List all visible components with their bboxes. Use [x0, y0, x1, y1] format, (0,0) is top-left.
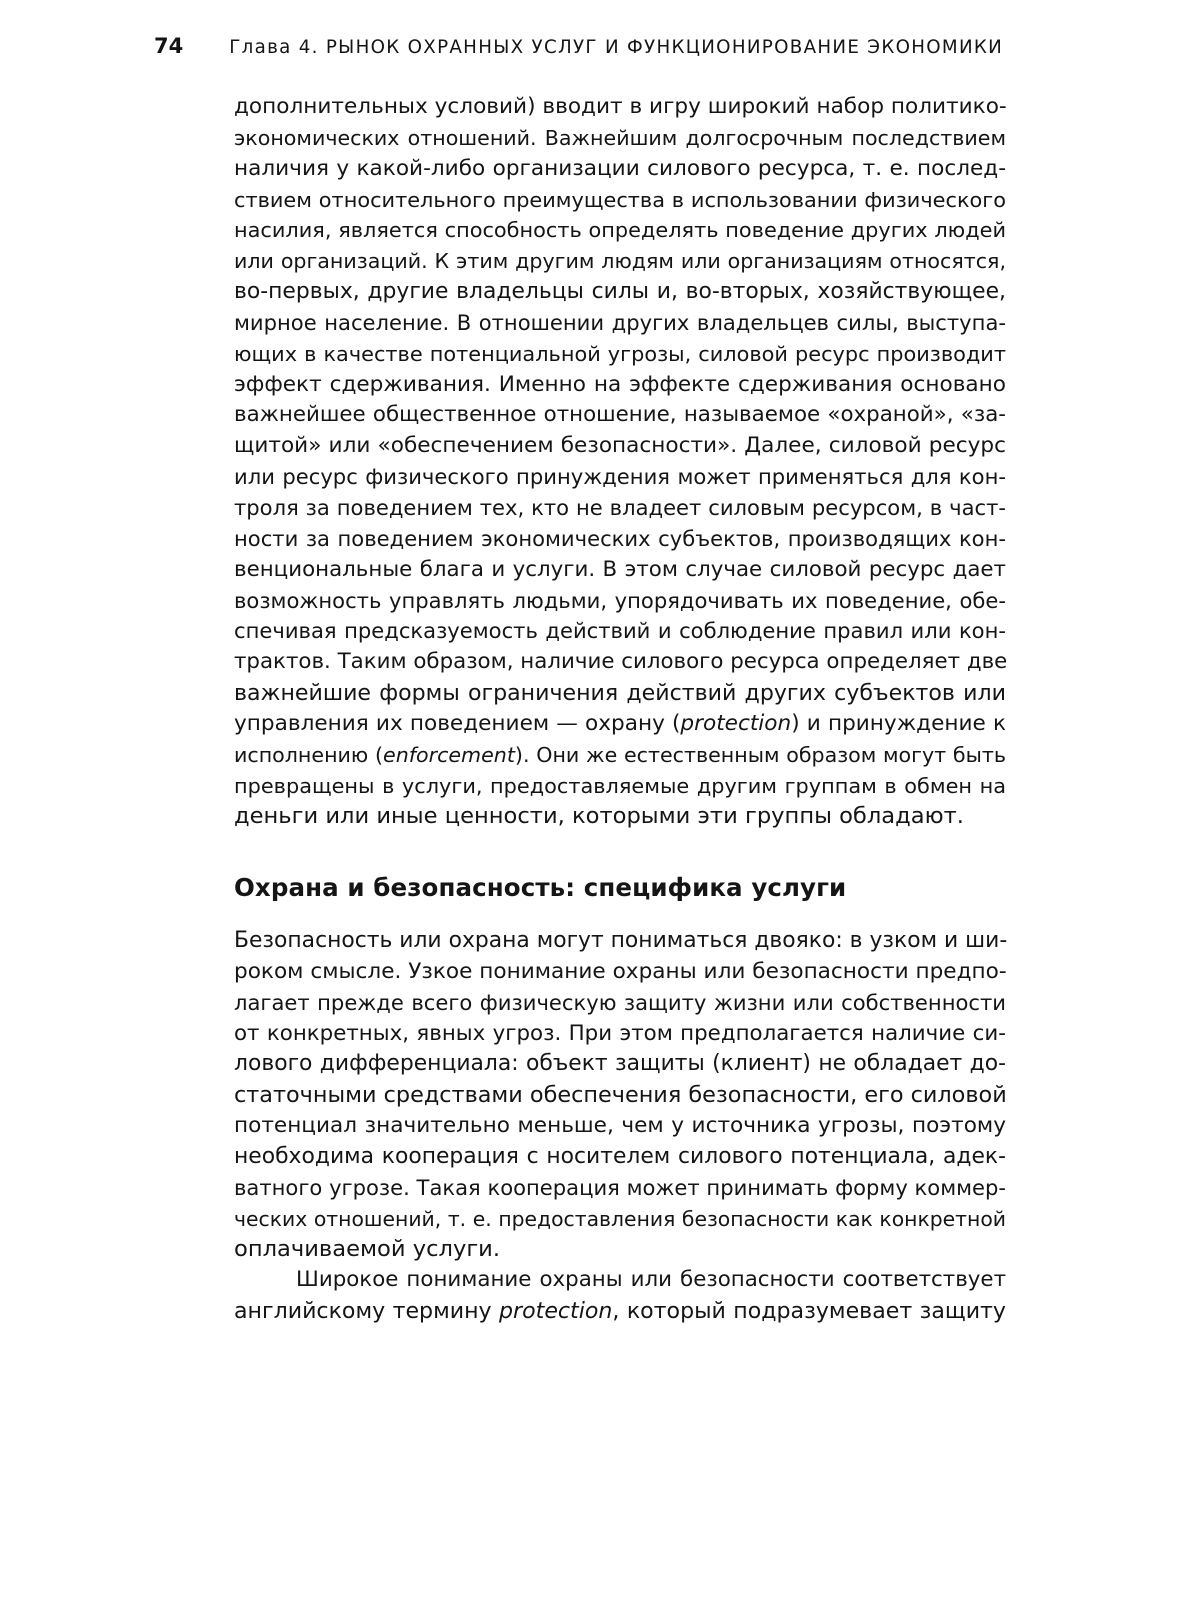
- text-line: венциональные блага и услуги. В этом случае силовой ресурс дает: [234, 556, 1006, 582]
- text-line: ватного угрозе. Такая кооперация может принимать форму коммер-: [234, 1174, 1006, 1200]
- text-line: от конкретных, явных угроз. При этом предполагается наличие си-: [234, 1020, 1006, 1046]
- text-run: , который подразумевает защиту: [612, 1298, 1007, 1325]
- text-run: исполнению (: [234, 742, 384, 767]
- text-line: или организаций. К этим другим людям или организациям относятся,: [234, 249, 1006, 274]
- text-line: деньги или иные ценности, которыми эти группы обладают.: [234, 803, 964, 830]
- italic-term-protection: protection: [499, 1298, 613, 1325]
- text-line: или ресурс физического принуждения может применяться для кон-: [234, 464, 1006, 490]
- text-line: спечивая предсказуемость действий и соблюдение правил или кон-: [234, 618, 1006, 644]
- text-line: роком смысле. Узкое понимание охраны или безопасности предпо-: [234, 958, 1007, 984]
- text-line: ности за поведением экономических субъектов, производящих кон-: [234, 525, 1006, 551]
- text-line: мирное население. В отношении других владельцев силы, выступа-: [234, 309, 1006, 335]
- text-line: статочными средствами обеспечения безопасности, его силовой: [234, 1082, 1007, 1109]
- text-run: английскому термину: [234, 1298, 500, 1325]
- text-line: важнейшие формы ограничения действий других субъектов или: [234, 680, 1006, 707]
- chapter-running-title: Глава 4. РЫНОК ОХРАННЫХ УСЛУГ И ФУНКЦИОНИРОВАНИЕ ЭКОНОМИКИ: [229, 37, 1004, 58]
- text-line: трактов. Таким образом, наличие силового ресурса определяет две: [234, 649, 1008, 675]
- text-line: [234, 709, 1006, 740]
- text-line: ствием относительного преимущества в использовании физического: [234, 187, 1006, 212]
- text-line: лагает прежде всего физическую защиту жизни или собственности: [234, 989, 1006, 1015]
- text-line: превращены в услуги, предоставляемые другим группам в обмен на: [234, 773, 1006, 798]
- text-line: необходима кооперация с носителем силового потенциала, адек-: [234, 1143, 1006, 1169]
- running-header: [154, 33, 1004, 61]
- text-run: управления их поведением — охрану (: [234, 710, 681, 736]
- italic-term-protection: protection: [680, 710, 792, 736]
- text-line: лового дифференциала: объект защиты (клиент) не обладает до-: [234, 1051, 1006, 1077]
- text-line: щитой» или «обеспечением безопасности». Далее, силовой ресурс: [234, 433, 1006, 459]
- section-heading: Охрана и безопасность: специфика услуги: [234, 873, 847, 902]
- text-line: наличия у какой-либо организации силового ресурса, т. е. послед-: [234, 155, 1006, 181]
- text-line: экономических отношений. Важнейшим долгосрочным последствием: [234, 125, 1006, 150]
- text-line: троля за поведением тех, кто не владеет силовым ресурсом, в част-: [234, 494, 1006, 520]
- text-run: ). Они же естественным образом могут быть: [514, 742, 1006, 767]
- text-line: ческих отношений, т. е. предоставления безопасности как конкретной: [234, 1206, 1006, 1231]
- text-line: во-первых, другие владельцы силы и, во-вторых, хозяйствующее,: [234, 279, 1006, 305]
- text-line: эффект сдерживания. Именно на эффекте сдерживания основано: [234, 371, 1006, 397]
- text-line: потенциал значительно меньше, чем у источника угрозы, поэтому: [234, 1113, 1006, 1139]
- text-line: [234, 1296, 1006, 1327]
- text-line: [234, 740, 1006, 771]
- text-line: важнейшее общественное отношение, называемое «охраной», «за-: [234, 402, 1006, 428]
- text-line: Безопасность или охрана могут пониматься двояко: в узком и ши-: [234, 928, 1008, 953]
- text-line: оплачиваемой услуги.: [234, 1236, 501, 1263]
- text-line: ющих в качестве потенциальной угрозы, силовой ресурс производит: [234, 341, 1006, 366]
- text-line: возможность управлять людьми, упорядочивать их поведение, обе-: [234, 587, 1006, 613]
- section-body: [234, 926, 1006, 1327]
- page-number: 74: [154, 34, 184, 58]
- text-run: ) и принуждение к: [791, 710, 1006, 736]
- text-line: насилия, является способность определять поведение других людей: [234, 218, 1006, 243]
- intro-paragraph: [234, 92, 1006, 832]
- text-line: дополнительных условий) вводит в игру широкий набор политико-: [234, 94, 1007, 119]
- text-line: Широкое понимание охраны или безопасности соответствует: [296, 1267, 1006, 1293]
- italic-term-enforcement: enforcement: [383, 742, 515, 767]
